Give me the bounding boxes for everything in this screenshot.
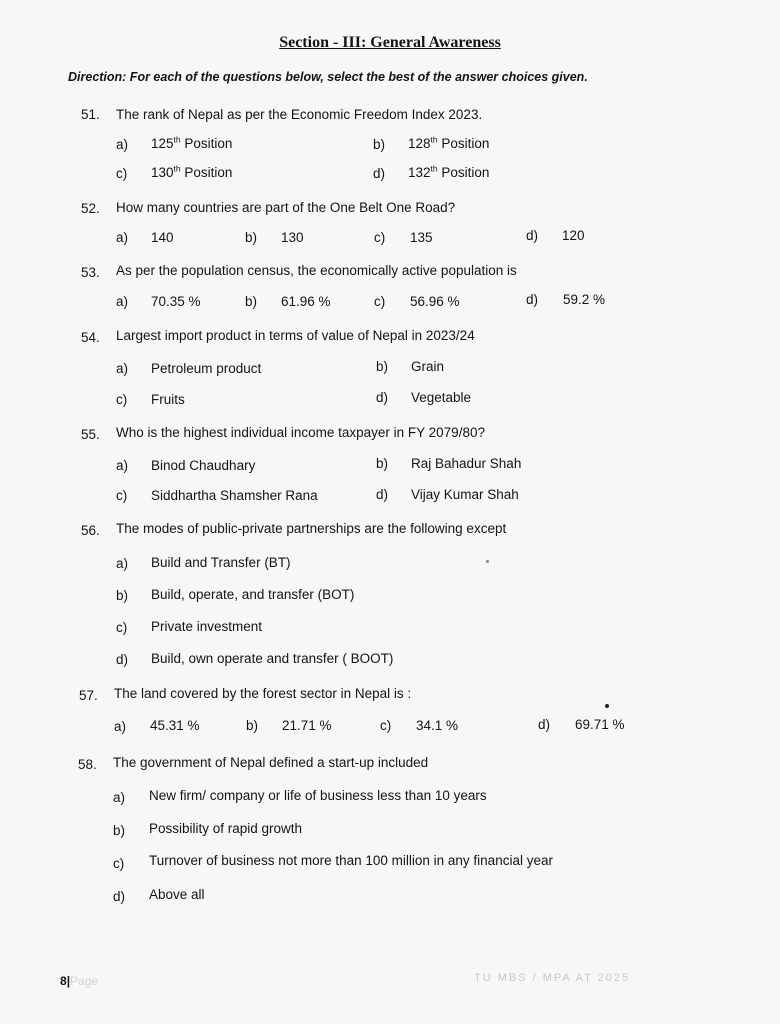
option-label: b) [116, 588, 129, 603]
question-number: 53. [81, 265, 100, 280]
option-a: Binod Chaudhary [151, 458, 256, 473]
option-label: b) [376, 456, 389, 471]
option-b: Build, operate, and transfer (BOT) [151, 587, 355, 602]
option-label: a) [116, 361, 129, 376]
option-label: b) [245, 230, 258, 245]
question-number: 55. [81, 427, 100, 442]
option-c: 135 [410, 230, 433, 245]
option-label: a) [116, 294, 129, 309]
option-label: a) [116, 458, 129, 473]
footer-page-number: 8|Page [60, 974, 99, 988]
option-label: b) [376, 359, 389, 374]
option-label: c) [116, 620, 128, 635]
option-label: b) [373, 137, 386, 152]
question-text: Largest import product in terms of value of Nepal in 2023/24 [116, 328, 475, 343]
option-c: 130th Position [151, 163, 233, 180]
option-label: a) [116, 230, 129, 245]
question-number: 57. [79, 688, 98, 703]
option-label: d) [373, 166, 386, 181]
option-c: Turnover of business not more than 100 million in any financial year [149, 853, 553, 868]
option-c: Private investment [151, 619, 263, 634]
option-a: Build and Transfer (BT) [151, 555, 291, 570]
question-number: 54. [81, 330, 100, 345]
option-label: c) [374, 294, 386, 309]
question-text: The modes of public-private partnerships are the following except [116, 521, 507, 536]
question-text: As per the population census, the economically active population is [116, 263, 517, 278]
option-d: Vegetable [411, 390, 472, 405]
option-label: d) [376, 487, 389, 502]
option-b: Grain [411, 359, 445, 374]
option-label: c) [374, 230, 386, 245]
option-label: b) [245, 294, 258, 309]
question-text: The land covered by the forest sector in Nepal is : [114, 686, 412, 701]
question-number: 51. [81, 107, 100, 122]
option-label: b) [246, 718, 259, 733]
option-label: d) [116, 652, 129, 667]
option-a: 70.35 % [151, 294, 201, 309]
question-text: How many countries are part of the One Belt One Road? [116, 200, 456, 215]
option-label: c) [116, 166, 128, 181]
section-title: Section - III: General Awareness [279, 34, 501, 51]
question-text: The rank of Nepal as per the Economic Freedom Index 2023. [116, 107, 483, 122]
option-b: 21.71 % [282, 718, 332, 733]
option-b: 130 [281, 230, 304, 245]
option-label: a) [113, 790, 126, 805]
option-label: a) [116, 556, 129, 571]
question-number: 56. [81, 523, 100, 538]
option-a: Petroleum product [151, 361, 262, 376]
option-b: 128th Position [408, 134, 490, 151]
scan-speck [486, 560, 489, 563]
option-b: Possibility of rapid growth [149, 821, 303, 836]
option-b: Raj Bahadur Shah [411, 456, 522, 471]
question-number: 58. [78, 757, 97, 772]
option-b: 61.96 % [281, 294, 331, 309]
option-label: a) [116, 137, 129, 152]
option-d: 120 [562, 228, 585, 243]
option-a: New firm/ company or life of business less than 10 years [149, 788, 487, 803]
option-label: c) [380, 718, 392, 733]
option-c: 56.96 % [410, 294, 460, 309]
question-text: The government of Nepal defined a start-up included [113, 755, 429, 770]
direction-text: Direction: For each of the questions below, select the best of the answer choices given. [68, 70, 588, 84]
option-label: d) [526, 228, 539, 243]
option-d: 69.71 % [575, 717, 625, 732]
option-c: 34.1 % [416, 718, 459, 733]
footer-exam-label: TU MBS / MPA AT 2025 [474, 972, 631, 984]
option-label: a) [114, 719, 127, 734]
option-label: d) [113, 889, 126, 904]
option-c: Siddhartha Shamsher Rana [151, 488, 318, 503]
option-label: d) [376, 390, 389, 405]
option-d: 59.2 % [563, 292, 606, 307]
option-label: d) [538, 717, 551, 732]
option-a: 125th Position [151, 134, 233, 151]
option-d: Above all [149, 887, 205, 902]
option-label: b) [113, 823, 126, 838]
option-label: c) [116, 488, 128, 503]
option-a: 45.31 % [150, 718, 200, 733]
option-a: 140 [151, 230, 174, 245]
option-label: d) [526, 292, 539, 307]
option-c: Fruits [151, 392, 185, 407]
option-label: c) [116, 392, 128, 407]
ink-dot [605, 704, 609, 708]
option-d: Build, own operate and transfer ( BOOT) [151, 651, 394, 666]
question-number: 52. [81, 201, 100, 216]
option-d: Vijay Kumar Shah [411, 487, 519, 502]
question-text: Who is the highest individual income taxpayer in FY 2079/80? [116, 425, 485, 440]
option-label: c) [113, 856, 125, 871]
option-d: 132th Position [408, 163, 490, 180]
